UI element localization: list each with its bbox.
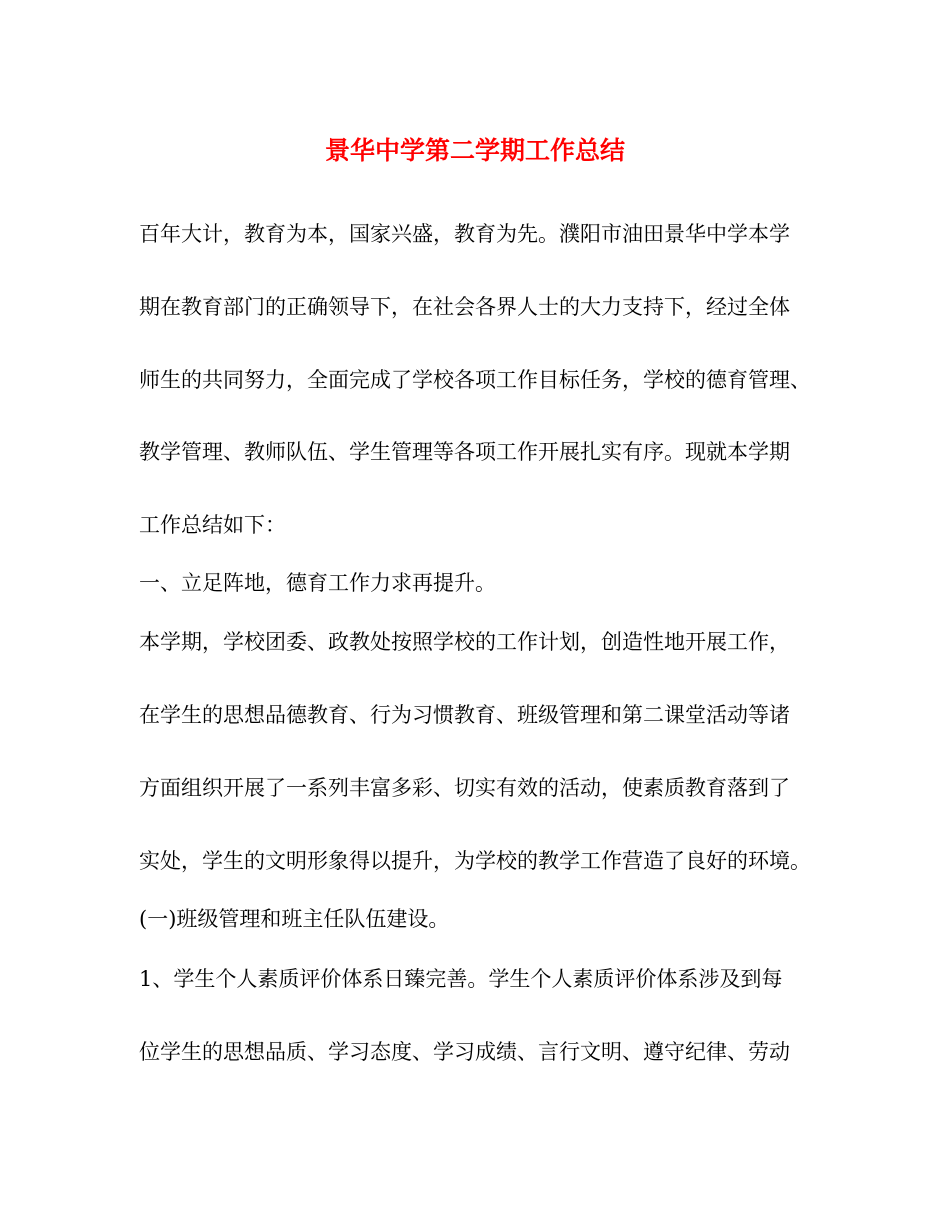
paragraph-line-3: 师生的共同努力，全面完成了学校各项工作目标任务，学校的德育管理、 xyxy=(139,368,811,392)
section-heading-1: 一、立足阵地，德育工作力求再提升。 xyxy=(139,571,496,595)
paragraph-line-5: 工作总结如下： xyxy=(139,513,286,537)
document-title: 景华中学第二学期工作总结 xyxy=(324,136,625,165)
subsection-heading-1: (一)班级管理和班主任队伍建设。 xyxy=(139,907,450,931)
paragraph-line-4: 教学管理、教师队伍、学生管理等各项工作开展扎实有序。现就本学期 xyxy=(139,440,790,464)
paragraph-line-9: 实处，学生的文明形象得以提升，为学校的教学工作营造了良好的环境。 xyxy=(139,849,811,873)
paragraph-line-11: 位学生的思想品质、学习态度、学习成绩、言行文明、遵守纪律、劳动 xyxy=(139,1040,790,1064)
paragraph-line-2: 期在教育部门的正确领导下，在社会各界人士的大力支持下，经过全体 xyxy=(139,295,790,319)
paragraph-line-7: 在学生的思想品德教育、行为习惯教育、班级管理和第二课堂活动等诸 xyxy=(139,703,790,727)
paragraph-line-6: 本学期，学校团委、政教处按照学校的工作计划，创造性地开展工作， xyxy=(139,630,790,654)
paragraph-line-10: 1、学生个人素质评价体系日臻完善。学生个人素质评价体系涉及到每 xyxy=(139,967,783,991)
paragraph-line-1: 百年大计，教育为本，国家兴盛，教育为先。濮阳市油田景华中学本学 xyxy=(139,222,790,246)
paragraph-line-8: 方面组织开展了一系列丰富多彩、切实有效的活动，使素质教育落到了 xyxy=(139,776,790,800)
